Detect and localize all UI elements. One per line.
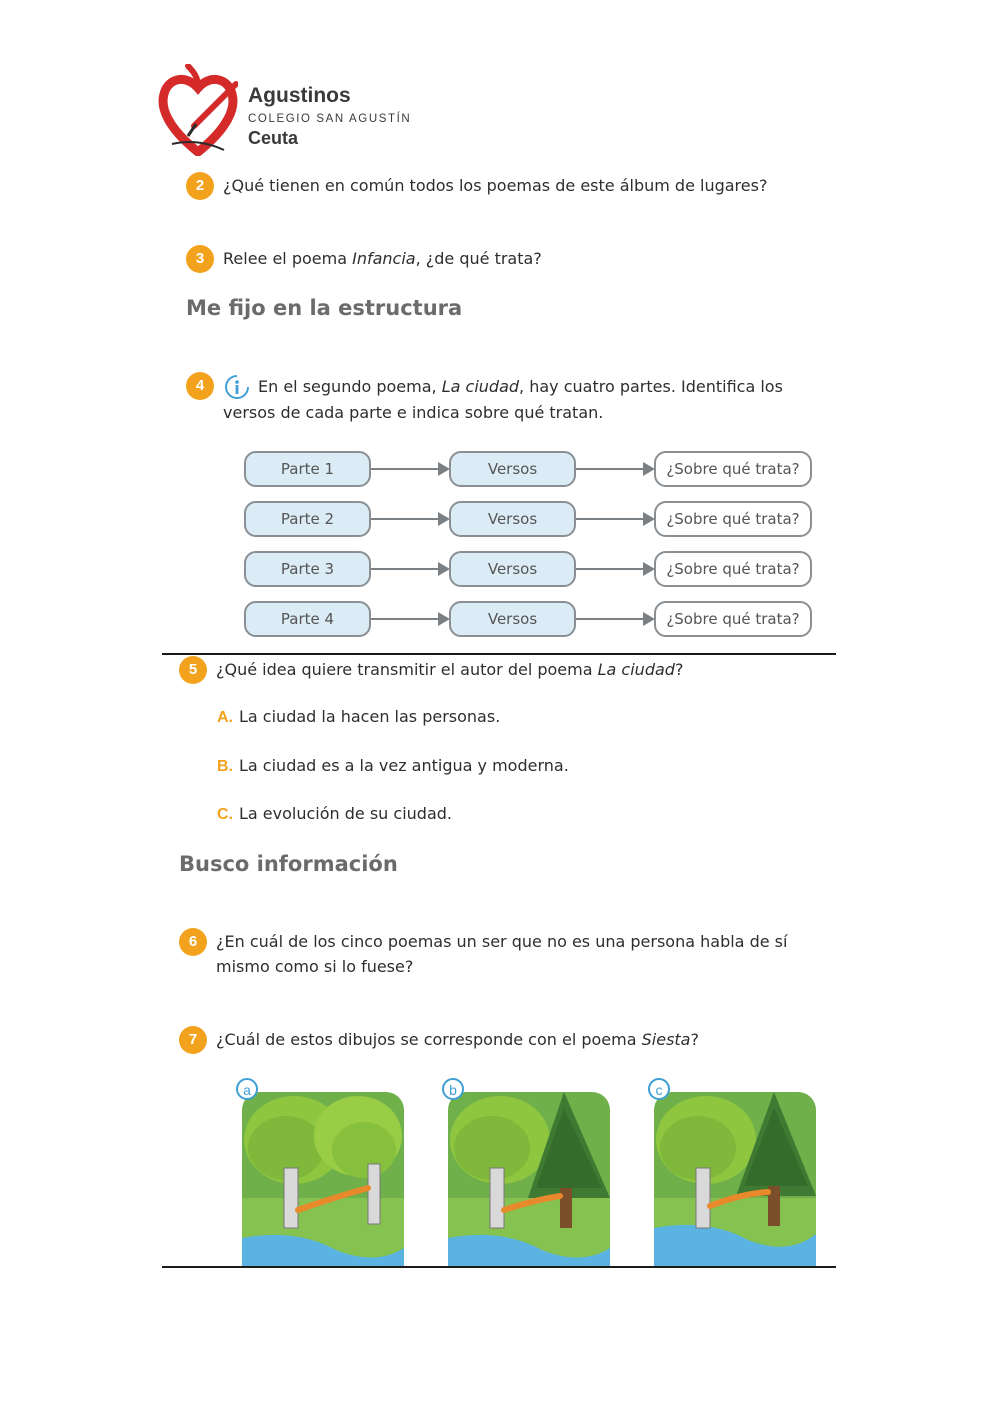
arrow-icon [576, 618, 653, 620]
question-number-2: 2 [186, 172, 214, 200]
poem-title: Siesta [641, 1030, 691, 1049]
poem-title: La ciudad [597, 660, 675, 679]
question-3-text: Relee el poema Infancia, ¿de qué trata? [223, 249, 542, 268]
verses-box: Versos [449, 551, 576, 587]
arrow-icon [371, 618, 448, 620]
question-number-6: 6 [179, 928, 207, 956]
picture-label-b: b [442, 1078, 464, 1100]
picture-label-a: a [236, 1078, 258, 1100]
arrow-icon [371, 568, 448, 570]
poem-title: Infancia [352, 249, 416, 268]
brand-city: Ceuta [248, 128, 299, 148]
school-logo-icon [158, 64, 238, 156]
question-6-text-line2: mismo como si lo fuese? [216, 957, 414, 976]
picture-c-forest-hammock[interactable] [648, 1078, 820, 1266]
question-number-7: 7 [179, 1026, 207, 1054]
topic-box: ¿Sobre qué trata? [654, 601, 812, 637]
verses-box: Versos [449, 601, 576, 637]
divider [162, 1266, 836, 1268]
topic-box: ¿Sobre qué trata? [654, 501, 812, 537]
arrow-icon [576, 568, 653, 570]
question-2-text: ¿Qué tienen en común todos los poemas de este álbum de lugares? [223, 176, 768, 195]
verses-box: Versos [449, 451, 576, 487]
picture-label-c: c [648, 1078, 670, 1100]
question-6-text: ¿En cuál de los cinco poemas un ser que no es una persona habla de sí [216, 932, 788, 951]
part-box: Parte 3 [244, 551, 371, 587]
verses-box: Versos [449, 501, 576, 537]
brand-name: Agustinos [248, 84, 351, 107]
picture-a-forest-hammock[interactable] [236, 1078, 408, 1266]
section-title-info: Busco información [179, 852, 398, 876]
option-c[interactable]: C. La evolución de su ciudad. [217, 804, 452, 823]
question-number-4: 4 [186, 372, 214, 400]
section-title-structure: Me fijo en la estructura [186, 296, 463, 320]
arrow-icon [371, 518, 448, 520]
question-number-5: 5 [179, 656, 207, 684]
arrow-icon [371, 468, 448, 470]
poem-title: La ciudad [441, 377, 520, 396]
arrow-icon [576, 518, 653, 520]
topic-box: ¿Sobre qué trata? [654, 551, 812, 587]
question-5-text: ¿Qué idea quiere transmitir el autor del poema La ciudad? [216, 660, 684, 679]
picture-b-forest-hammock[interactable] [442, 1078, 614, 1266]
topic-box: ¿Sobre qué trata? [654, 451, 812, 487]
question-4-text: En el segundo poema, La ciudad, hay cuatro partes. Identifica los [258, 377, 783, 396]
arrow-icon [576, 468, 653, 470]
part-box: Parte 1 [244, 451, 371, 487]
part-box: Parte 2 [244, 501, 371, 537]
question-7-text: ¿Cuál de estos dibujos se corresponde con el poema Siesta? [216, 1030, 699, 1049]
option-a[interactable]: A. La ciudad la hacen las personas. [217, 707, 501, 726]
brand-subtitle: COLEGIO SAN AGUSTÍN [248, 113, 412, 125]
question-number-3: 3 [186, 245, 214, 273]
divider [162, 653, 836, 655]
part-box: Parte 4 [244, 601, 371, 637]
info-icon [224, 374, 250, 400]
question-4-text-line2: versos de cada parte e indica sobre qué tratan. [223, 403, 604, 422]
option-b[interactable]: B. La ciudad es a la vez antigua y moderna. [217, 756, 569, 775]
